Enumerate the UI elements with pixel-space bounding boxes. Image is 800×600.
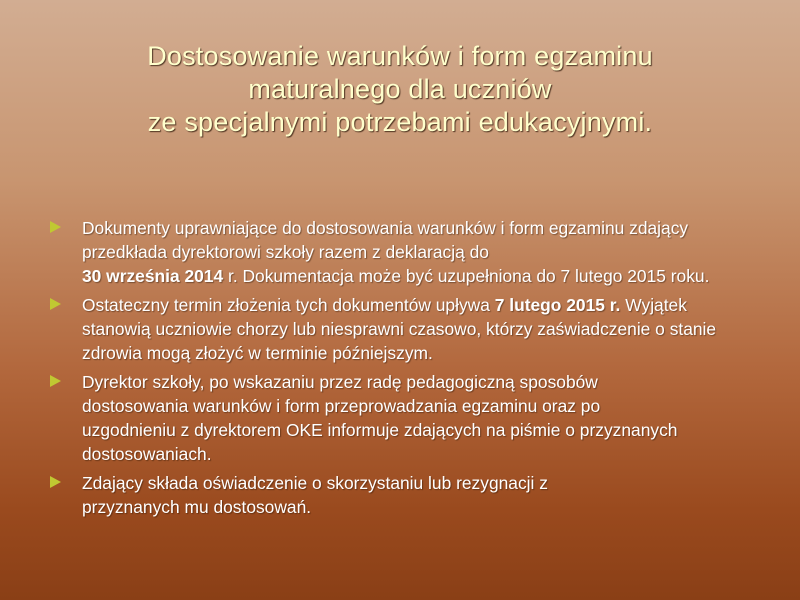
slide-title-line: Dostosowanie warunków i form egzaminu	[147, 41, 653, 71]
bullet-text-part: Wyjątek stanowią uczniowie chorzy lub niesprawni czasowo, którzy zaświadczenie o stanie zdrowia mogą złożyć w terminie późniejszym.	[82, 295, 717, 363]
bullet-text: Dyrektor szkoły, po wskazaniu przez radę pedagogiczną sposobów dostosowania warunków i form przeprowadzania egzaminu oraz po uzgodnieniu z dyrektorem OKE informuje zdających na piśmie o przyznanych dostosowaniach.	[82, 372, 678, 464]
bullet-item-documents	[48, 216, 748, 288]
slide-title-line: maturalnego dla uczniów	[248, 74, 552, 104]
bullet-text-part: r. Dokumentacja może być uzupełniona do 7 lutego 2015 roku.	[223, 266, 710, 286]
deadline-date: 7 lutego 2015 r.	[494, 295, 621, 315]
arrow-bullet-icon	[50, 476, 61, 488]
bullet-text	[82, 216, 722, 288]
bullet-item-statement	[48, 471, 748, 519]
bullet-item-director	[48, 370, 748, 466]
slide-title-line: ze specjalnymi potrzebami edukacyjnymi.	[147, 107, 653, 137]
bullet-list	[48, 216, 748, 524]
bullet-text-part: Ostateczny termin złożenia tych dokumentów upływa	[82, 295, 495, 315]
arrow-bullet-icon	[50, 221, 61, 233]
bullet-item-final-deadline	[48, 293, 748, 365]
slide-title	[40, 40, 760, 139]
deadline-date: 30 września 2014	[82, 266, 224, 286]
bullet-text	[82, 293, 748, 365]
arrow-bullet-icon	[50, 375, 61, 387]
bullet-text-part: Dokumenty uprawniające do dostosowania warunków i form egzaminu zdający przedkłada dyrektorowi szkoły razem z deklaracją do	[82, 218, 689, 262]
arrow-bullet-icon	[50, 298, 61, 310]
bullet-text: Zdający składa oświadczenie o skorzystaniu lub rezygnacji z przyznanych mu dostosowań.	[82, 473, 548, 517]
